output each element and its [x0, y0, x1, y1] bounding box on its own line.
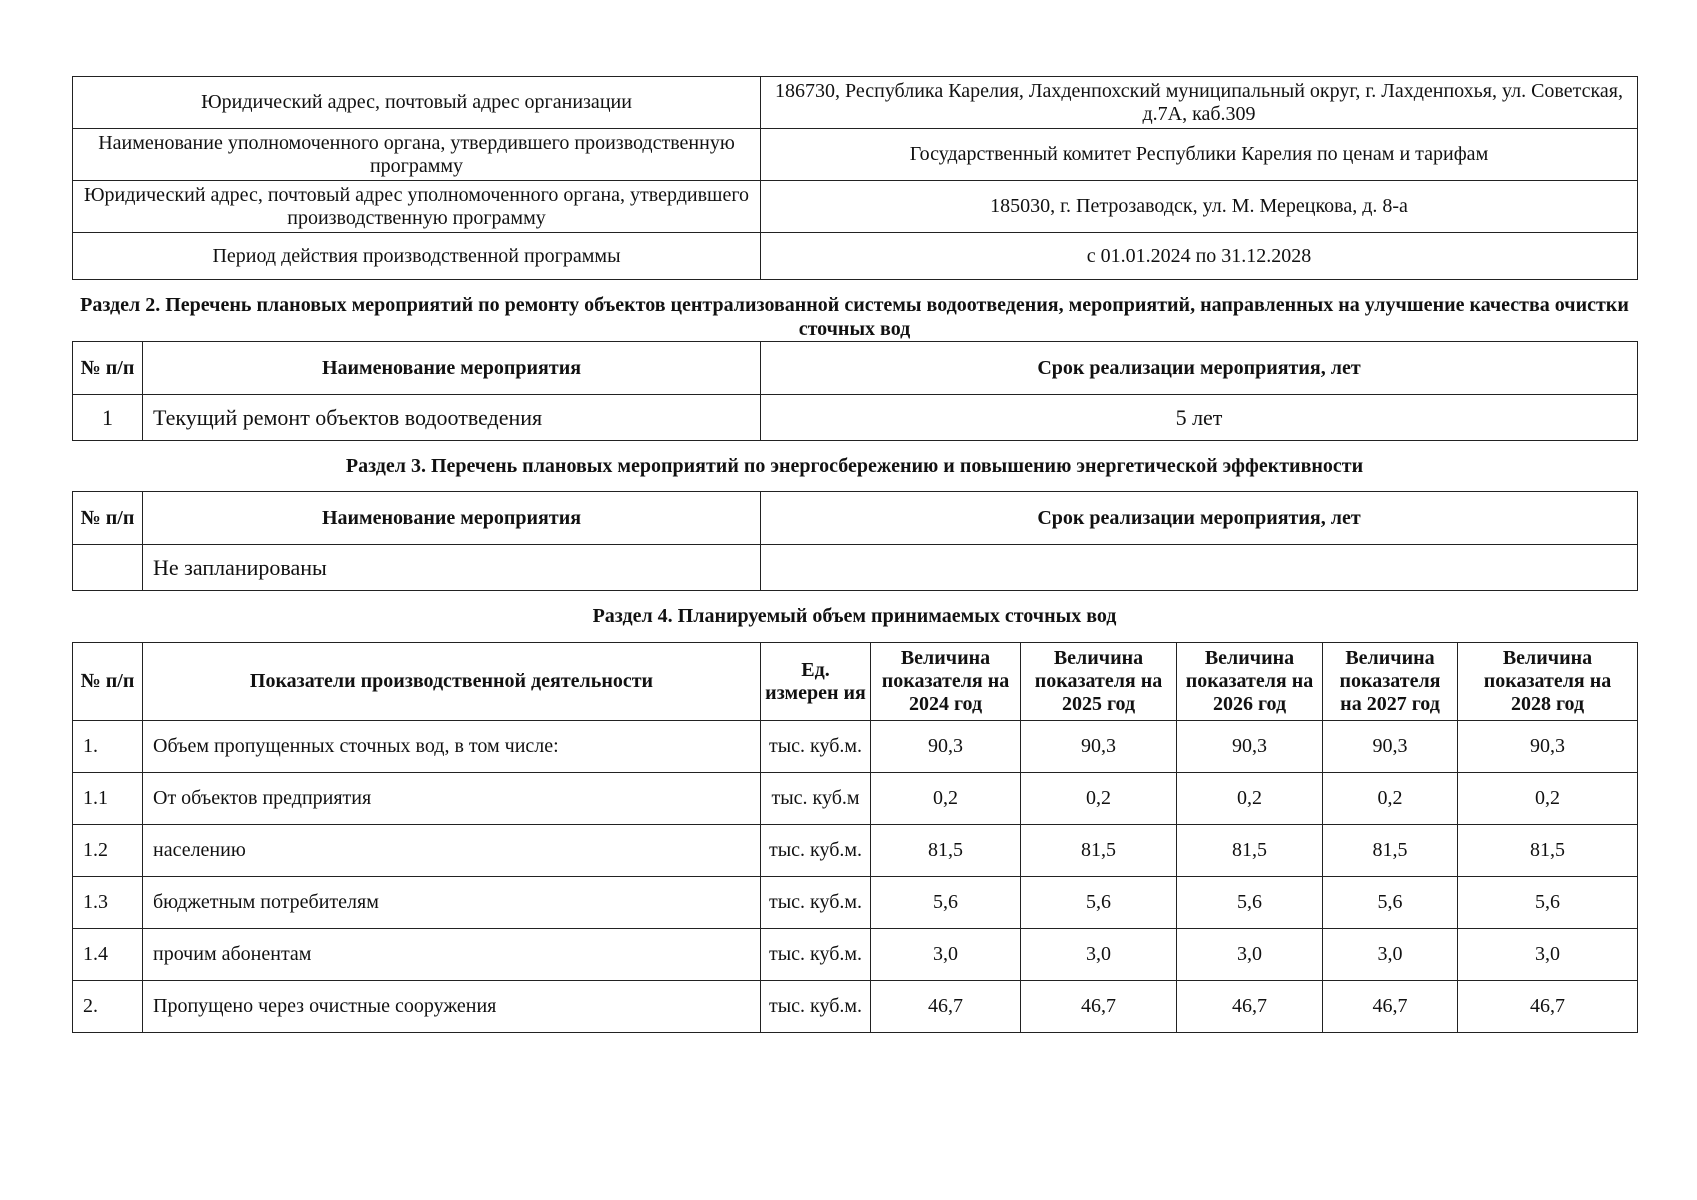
- cell-2028: 3,0: [1458, 929, 1638, 981]
- cell-2026: 0,2: [1177, 773, 1323, 825]
- cell-term: 5 лет: [761, 395, 1638, 441]
- cell-2028: 5,6: [1458, 877, 1638, 929]
- table-row: [73, 825, 1638, 877]
- header-2028: Величина показателя на 2028 год: [1458, 643, 1638, 721]
- header-term: Срок реализации мероприятия, лет: [761, 492, 1638, 545]
- cell-num: 2.: [73, 981, 143, 1033]
- cell-unit: тыс. куб.м.: [761, 721, 871, 773]
- cell-num: 1.3: [73, 877, 143, 929]
- cell-2027: 0,2: [1323, 773, 1458, 825]
- cell-unit: тыс. куб.м: [761, 773, 871, 825]
- section-2-table: [72, 341, 1638, 441]
- table-row: [73, 929, 1638, 981]
- table-row: [73, 773, 1638, 825]
- cell-2024: 90,3: [871, 721, 1021, 773]
- cell-2025: 3,0: [1021, 929, 1177, 981]
- cell-2028: 90,3: [1458, 721, 1638, 773]
- cell-unit: тыс. куб.м.: [761, 929, 871, 981]
- cell-name: бюджетным потребителям: [143, 877, 761, 929]
- section-3-title: Раздел 3. Перечень плановых мероприятий по энергосбережению и повышению энергетической эффективности: [345, 455, 1364, 477]
- header-name: Наименование мероприятия: [143, 492, 761, 545]
- cell-2026: 46,7: [1177, 981, 1323, 1033]
- info-label: Наименование уполномоченного органа, утвердившего производственную программу: [73, 129, 761, 181]
- cell-num: 1.: [73, 721, 143, 773]
- cell-2027: 46,7: [1323, 981, 1458, 1033]
- info-value: с 01.01.2024 по 31.12.2028: [761, 233, 1638, 280]
- cell-2024: 3,0: [871, 929, 1021, 981]
- section-4-title: Раздел 4. Планируемый объем принимаемых сточных вод: [592, 605, 1117, 627]
- cell-2024: 5,6: [871, 877, 1021, 929]
- document-page: [72, 76, 1637, 1033]
- cell-2025: 0,2: [1021, 773, 1177, 825]
- header-num: № п/п: [73, 492, 143, 545]
- cell-num: 1.4: [73, 929, 143, 981]
- info-label: Юридический адрес, почтовый адрес организации: [73, 77, 761, 129]
- table-row: [73, 129, 1638, 181]
- table-row: [73, 395, 1638, 441]
- cell-num: [73, 545, 143, 591]
- header-2024: Величина показателя на 2024 год: [871, 643, 1021, 721]
- table-row: [73, 721, 1638, 773]
- table-row: [73, 181, 1638, 233]
- cell-term: [761, 545, 1638, 591]
- header-2027: Величина показателя на 2027 год: [1323, 643, 1458, 721]
- cell-unit: тыс. куб.м.: [761, 981, 871, 1033]
- cell-2026: 81,5: [1177, 825, 1323, 877]
- info-value: 185030, г. Петрозаводск, ул. М. Мерецкова, д. 8-а: [761, 181, 1638, 233]
- table-header-row: [73, 492, 1638, 545]
- cell-2025: 46,7: [1021, 981, 1177, 1033]
- table-row: [73, 545, 1638, 591]
- header-name: Наименование мероприятия: [143, 342, 761, 395]
- cell-name: прочим абонентам: [143, 929, 761, 981]
- header-term: Срок реализации мероприятия, лет: [761, 342, 1638, 395]
- header-num: № п/п: [73, 342, 143, 395]
- cell-name: От объектов предприятия: [143, 773, 761, 825]
- cell-2024: 46,7: [871, 981, 1021, 1033]
- cell-2026: 3,0: [1177, 929, 1323, 981]
- header-num: № п/п: [73, 643, 143, 721]
- cell-name: Не запланированы: [143, 545, 761, 591]
- header-2026: Величина показателя на 2026 год: [1177, 643, 1323, 721]
- cell-2028: 0,2: [1458, 773, 1638, 825]
- cell-2028: 81,5: [1458, 825, 1638, 877]
- cell-2027: 81,5: [1323, 825, 1458, 877]
- cell-name: Пропущено через очистные сооружения: [143, 981, 761, 1033]
- cell-2026: 90,3: [1177, 721, 1323, 773]
- section-4-table: [72, 642, 1638, 1033]
- cell-2025: 5,6: [1021, 877, 1177, 929]
- cell-num: 1.1: [73, 773, 143, 825]
- cell-2028: 46,7: [1458, 981, 1638, 1033]
- cell-2026: 5,6: [1177, 877, 1323, 929]
- cell-num: 1.2: [73, 825, 143, 877]
- cell-2025: 90,3: [1021, 721, 1177, 773]
- info-label: Период действия производственной программы: [73, 233, 761, 280]
- cell-num: 1: [73, 395, 143, 441]
- table-row: [73, 981, 1638, 1033]
- cell-2027: 5,6: [1323, 877, 1458, 929]
- organization-info-table: [72, 76, 1638, 280]
- info-label: Юридический адрес, почтовый адрес уполномоченного органа, утвердившего производственную программу: [73, 181, 761, 233]
- info-value: 186730, Республика Карелия, Лахденпохский муниципальный округ, г. Лахденпохья, ул. Советская, д.7А, каб.309: [761, 77, 1638, 129]
- table-header-row: [73, 643, 1638, 721]
- section-2-title: Раздел 2. Перечень плановых мероприятий по ремонту объектов централизованной системы водоотведения, мероприятий, направленных на улучшение качества очистки сточных вод: [80, 294, 1629, 340]
- cell-2027: 3,0: [1323, 929, 1458, 981]
- cell-name: Текущий ремонт объектов водоотведения: [143, 395, 761, 441]
- table-row: [73, 77, 1638, 129]
- table-row: [73, 877, 1638, 929]
- section-3-table: [72, 491, 1638, 591]
- cell-2024: 0,2: [871, 773, 1021, 825]
- header-unit: Ед. измерен ия: [761, 643, 871, 721]
- cell-unit: тыс. куб.м.: [761, 825, 871, 877]
- header-2025: Величина показателя на 2025 год: [1021, 643, 1177, 721]
- cell-2025: 81,5: [1021, 825, 1177, 877]
- cell-name: Объем пропущенных сточных вод, в том числе:: [143, 721, 761, 773]
- table-header-row: [73, 342, 1638, 395]
- info-value: Государственный комитет Республики Карелия по ценам и тарифам: [761, 129, 1638, 181]
- header-name: Показатели производственной деятельности: [143, 643, 761, 721]
- table-row: [73, 233, 1638, 280]
- cell-2024: 81,5: [871, 825, 1021, 877]
- cell-name: населению: [143, 825, 761, 877]
- cell-2027: 90,3: [1323, 721, 1458, 773]
- cell-unit: тыс. куб.м.: [761, 877, 871, 929]
